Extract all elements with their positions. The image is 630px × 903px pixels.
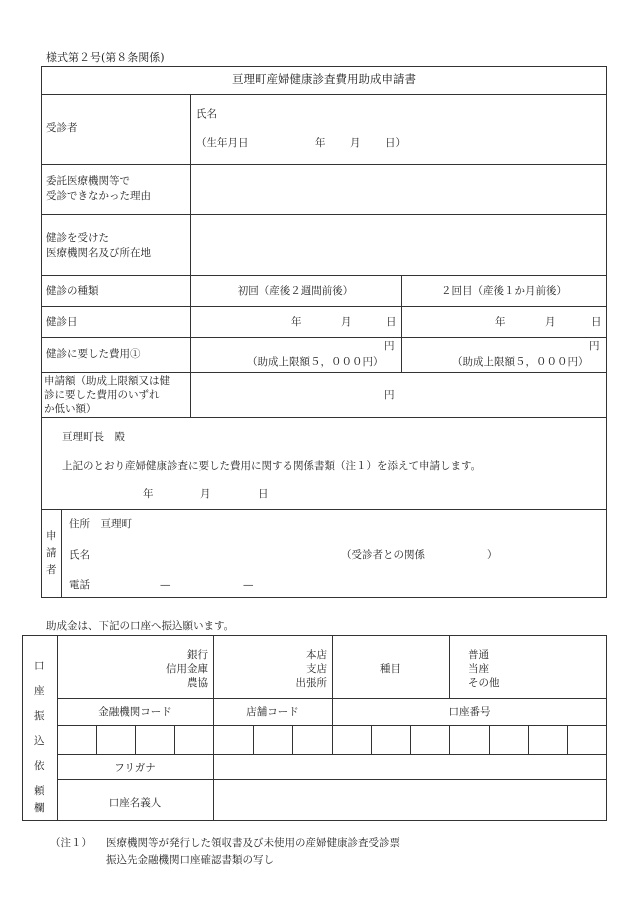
exam-type-first: 初回（産後２週間前後） <box>237 285 354 297</box>
exam-cost-label: 健診に要した費用① <box>46 348 141 360</box>
reason-label-line1: 委託医療機関等で <box>46 175 130 187</box>
branch-type-head: 本店 <box>306 649 327 661</box>
bank-label-6: 頼 <box>34 785 45 797</box>
bank-label-4: 込 <box>34 735 45 747</box>
form-title: 亘理町産婦健康診査費用助成申請書 <box>232 72 416 86</box>
form-number: 様式第２号(第８条関係) <box>46 51 165 64</box>
applicant-label-3: 者 <box>46 564 57 576</box>
request-amount-label-line3: か低い額） <box>44 403 97 415</box>
examinee-label: 受診者 <box>46 122 78 134</box>
account-holder-field[interactable] <box>215 781 605 819</box>
exam-date2-year: 年 <box>495 316 506 328</box>
declaration-month: 月 <box>200 488 211 500</box>
note-label: （注１） <box>50 837 92 849</box>
applicant-phone-label: 電話 <box>69 579 90 591</box>
bank-label-5: 依 <box>34 760 45 772</box>
reason-label-line2: 受診できなかった理由 <box>46 190 151 202</box>
account-number-label: 口座番号 <box>448 706 491 718</box>
exam-date2-day: 日 <box>591 316 602 328</box>
branch-code-label: 店舗コード <box>246 706 299 718</box>
account-holder-label: 口座名義人 <box>108 797 162 809</box>
declaration-statement: 上記のとおり産婦健康診査に要した費用に関する関係書類（注１）を添えて申請します。 <box>62 460 482 472</box>
account-type-current: 当座 <box>468 663 489 675</box>
exam-type-second: ２回目（産後１か月前後） <box>441 285 567 297</box>
bank-type-agri-coop: 農協 <box>187 677 208 689</box>
applicant-label-2: 請 <box>46 547 57 559</box>
note-line-1: 医療機関等が発行した領収書及び未使用の産婦健康診査受診票 <box>106 837 400 849</box>
exam-cost2-yen: 円 <box>589 340 600 352</box>
facility-field[interactable] <box>192 216 604 273</box>
examinee-birthdate-label: （生年月日 <box>196 137 249 149</box>
exam-date2-month: 月 <box>545 316 556 328</box>
furigana-field[interactable] <box>215 756 605 777</box>
declaration-day: 日 <box>258 488 269 500</box>
examinee-name-label: 氏名 <box>196 108 217 120</box>
request-amount-yen: 円 <box>384 389 395 401</box>
exam-date-label: 健診日 <box>46 316 78 328</box>
exam-type-label: 健診の種類 <box>46 285 99 297</box>
applicant-name-label: 氏名 <box>69 549 90 561</box>
account-type-other: その他 <box>468 677 500 689</box>
request-amount-label-line1: 申請額（助成上限額又は健 <box>44 375 170 387</box>
bank-label-1: 口 <box>34 660 45 672</box>
account-type-label: 種目 <box>380 663 401 675</box>
furigana-label: フリガナ <box>114 762 156 774</box>
bank-label-2: 座 <box>34 685 45 697</box>
examinee-name-field[interactable] <box>230 98 600 126</box>
note-line-2: 振込先金融機関口座確認書類の写し <box>106 854 274 866</box>
applicant-relation-close: ） <box>487 549 498 561</box>
reason-field[interactable] <box>192 166 604 212</box>
addressee: 亘理町長 殿 <box>62 431 125 443</box>
branch-type-branch: 支店 <box>306 663 327 675</box>
exam-cost1-yen: 円 <box>384 340 395 352</box>
applicant-phone-dash-1: — <box>160 579 171 591</box>
bank-label-7: 欄 <box>34 802 45 814</box>
examinee-birth-year: 年 <box>315 137 326 149</box>
request-amount-label-line2: 診に要した費用のいずれ <box>44 389 160 401</box>
examinee-birth-day: 日） <box>385 137 406 149</box>
branch-type-sub: 出張所 <box>295 677 327 689</box>
applicant-phone-dash-2: — <box>243 579 254 591</box>
exam-cost1-limit: （助成上限額５，０００円） <box>247 356 384 368</box>
applicant-label-1: 申 <box>46 530 57 542</box>
applicant-address-label: 住所 亘理町 <box>69 518 132 530</box>
exam-date1-year: 年 <box>291 316 302 328</box>
bank-type-bank: 銀行 <box>187 649 208 661</box>
bank-intro: 助成金は、下記の口座へ振込願います。 <box>46 620 235 632</box>
facility-label-line2: 医療機関名及び所在地 <box>46 247 151 259</box>
bank-label-3: 振 <box>34 710 45 722</box>
institution-code-label: 金融機関コード <box>98 706 172 718</box>
account-type-ordinary: 普通 <box>468 649 489 661</box>
applicant-relation-label: （受診者との関係 <box>341 549 425 561</box>
bank-type-credit-union: 信用金庫 <box>166 663 208 675</box>
exam-date1-month: 月 <box>341 316 352 328</box>
examinee-birth-month: 月 <box>350 137 361 149</box>
exam-cost2-limit: （助成上限額５，０００円） <box>452 356 589 368</box>
facility-label-line1: 健診を受けた <box>46 232 109 244</box>
declaration-year: 年 <box>143 488 154 500</box>
exam-date1-day: 日 <box>386 316 397 328</box>
